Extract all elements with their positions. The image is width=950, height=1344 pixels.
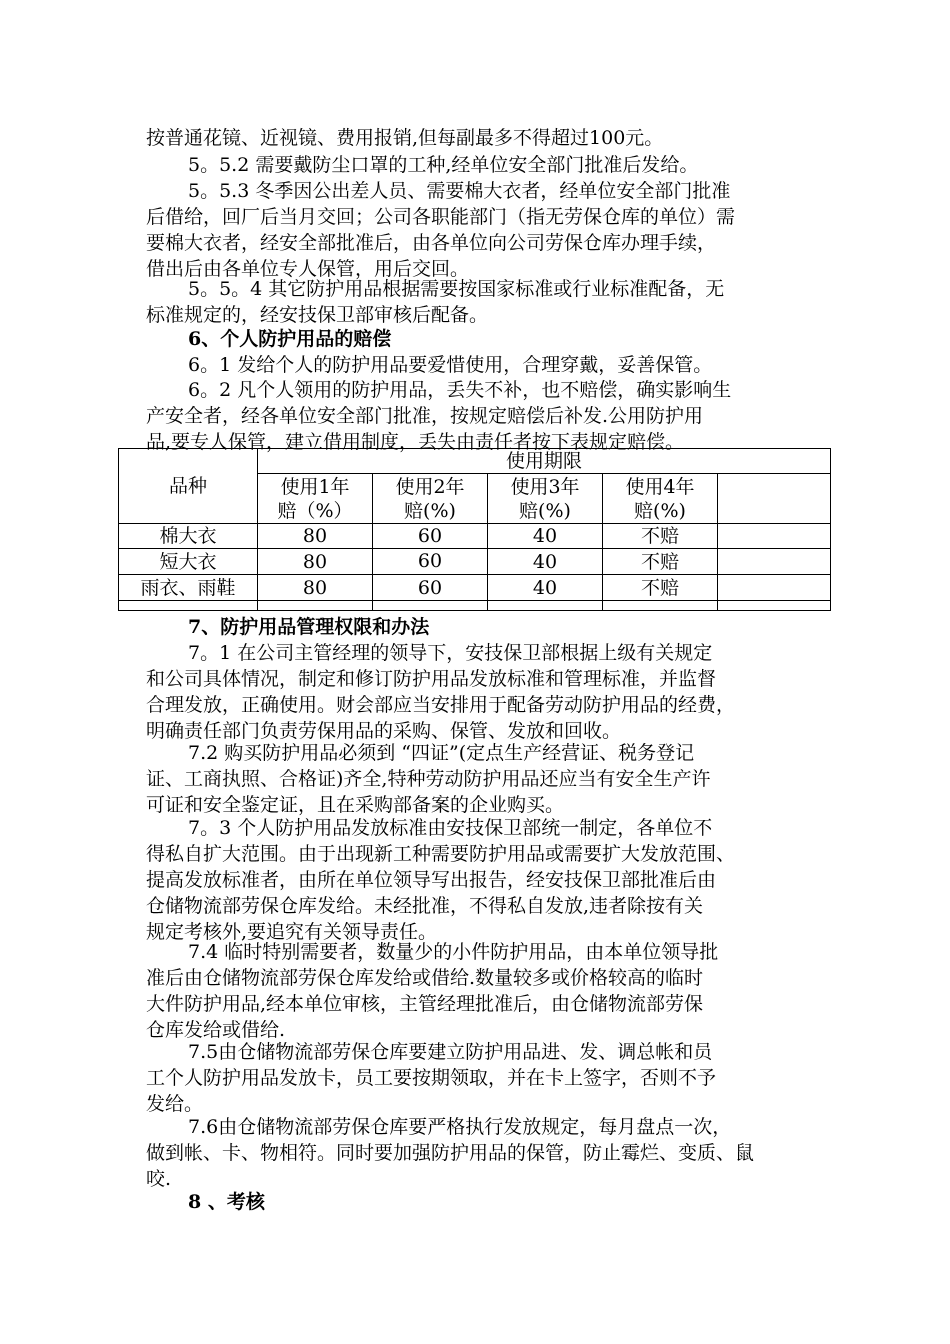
text-line: 仓储物流部劳保仓库发给。未经批准，不得私自发放,违者除按有关 <box>146 895 704 917</box>
paragraph-6-1: 6。1 发给个人的防护用品要爱惜使用，合理穿戴，妥善保管。 <box>188 354 713 376</box>
table-cell: 40 <box>488 575 603 601</box>
text-line: 发给。 <box>146 1093 204 1115</box>
text-line: 7.5由仓储物流部劳保仓库要建立防护用品进、发、调总帐和员 <box>188 1041 713 1063</box>
text-line: 规定考核外,要追究有关领导责任。 <box>146 921 438 943</box>
table-row-empty <box>119 601 831 611</box>
table-cell: 棉大衣 <box>119 524 258 549</box>
table-cell <box>373 549 488 575</box>
table-row <box>119 549 831 575</box>
paragraph-7-1 <box>146 640 816 744</box>
table-cell: 不赔 <box>603 524 718 549</box>
variety-header: 品种 <box>119 449 258 524</box>
text-line: 5。5.3 冬季因公出差人员、需要棉大衣者，经单位安全部门批准 <box>188 180 731 202</box>
compensation-table <box>118 448 831 611</box>
text-line: 明确责任部门负责劳保用品的采购、保管、发放和回收。 <box>146 720 622 742</box>
paragraph-5-5-2 <box>146 152 816 178</box>
paragraph-7-6 <box>146 1114 816 1192</box>
text-line: 大件防护用品,经本单位审核，主管经理批准后，由仓储物流部劳保 <box>146 993 704 1015</box>
text-line: 7。1 在公司主管经理的领导下，安技保卫部根据上级有关规定 <box>188 642 713 664</box>
column-header: 使用1年 赔（%） <box>258 474 373 524</box>
table-cell: 60 <box>373 575 488 601</box>
column-header: 使用4年 赔(%) <box>603 474 718 524</box>
text-line: 得私自扩大范围。由于出现新工种需要防护用品或需要扩大发放范围、 <box>146 843 736 865</box>
empty-cell <box>258 601 373 611</box>
text-line: 可证和安全鉴定证，且在采购部备案的企业购买。 <box>146 794 565 816</box>
table-cell-value: 60 <box>417 550 443 572</box>
table-cell: 不赔 <box>603 575 718 601</box>
text-line: 产安全者，经各单位安全部门批准，按规定赔偿后补发.公用防护用 <box>146 405 704 427</box>
table-cell: 80 <box>258 549 373 575</box>
text-line: 工个人防护用品发放卡，员工要按期领取，并在卡上签字，否则不予 <box>146 1067 717 1089</box>
text-line: 借出后由各单位专人保管，用后交回。 <box>146 258 470 280</box>
paragraph-7-3 <box>146 815 816 945</box>
column-header: 使用3年 赔(%) <box>488 474 603 524</box>
text-line: 按普通花镜、近视镜、费用报销,但每副最多不得超过100元。 <box>146 127 664 149</box>
paragraph-7-2 <box>146 740 816 818</box>
paragraph-7-5 <box>146 1039 816 1117</box>
paragraph-7-4 <box>146 939 816 1043</box>
table-cell: 不赔 <box>603 549 718 575</box>
table-row <box>119 575 831 601</box>
text-line: 合理发放，正确使用。财会部应当安排用于配备劳动防护用品的经费， <box>146 694 736 716</box>
paragraph-5-5-4 <box>146 276 816 328</box>
text-line: 咬. <box>146 1168 172 1190</box>
text-line: 7.2 购买防护用品必须到 “四证”(定点生产经营证、税务登记 <box>188 742 695 764</box>
empty-cell <box>718 549 831 575</box>
section-heading-8: 8 、考核 <box>188 1191 265 1213</box>
text-line: 5。5.2 需要戴防尘口罩的工种,经单位安全部门批准后发给。 <box>188 154 699 176</box>
empty-cell <box>718 474 831 524</box>
column-header: 使用2年 赔(%) <box>373 474 488 524</box>
text-line: 提高发放标准者，由所在单位领导写出报告，经安技保卫部批准后由 <box>146 869 717 891</box>
empty-cell <box>119 601 258 611</box>
empty-cell <box>718 575 831 601</box>
table-cell: 60 <box>373 524 488 549</box>
table-cell: 80 <box>258 524 373 549</box>
text-line: 标准规定的，经安技保卫部审核后配备。 <box>146 304 489 326</box>
table-cell: 40 <box>488 549 603 575</box>
text-line: 准后由仓储物流部劳保仓库发给或借给.数量较多或价格较高的临时 <box>146 967 704 989</box>
table-cell: 80 <box>258 575 373 601</box>
text-line: 和公司具体情况，制定和修订防护用品发放标准和管理标准，并监督 <box>146 668 717 690</box>
paragraph-5-5-3 <box>146 178 816 282</box>
text-line: 品,要专人保管，建立借用制度，丢失由责任者按下表规定赔偿。 <box>146 431 685 453</box>
text-line: 要棉大衣者，经安全部批准后，由各单位向公司劳保仓库办理手续， <box>146 232 717 254</box>
table-row <box>119 524 831 549</box>
text-line: 做到帐、卡、物相符。同时要加强防护用品的保管，防止霉烂、变质、鼠 <box>146 1142 755 1164</box>
text-line: 5。5。4 其它防护用品根据需要按国家标准或行业标准配备，无 <box>188 278 725 300</box>
paragraph-6-2 <box>146 377 816 455</box>
section-heading-7: 7、防护用品管理权限和办法 <box>188 616 430 638</box>
paragraph-5-5-1-tail <box>146 125 816 151</box>
text-line: 证、工商执照、合格证)齐全,特种劳动防护用品还应当有安全生产许 <box>146 768 711 790</box>
text-line: 7.4 临时特别需要者，数量少的小件防护用品，由本单位领导批 <box>188 941 719 963</box>
table-cell: 40 <box>488 524 603 549</box>
text-line: 仓库发给或借给. <box>146 1019 286 1041</box>
section-heading-6: 6、个人防护用品的赔偿 <box>188 328 392 350</box>
empty-cell <box>373 601 488 611</box>
table-cell: 雨衣、雨鞋 <box>119 575 258 601</box>
period-header: 使用期限 <box>258 449 831 474</box>
text-line: 6。2 凡个人领用的防护用品，丢失不补，也不赔偿，确实影响生 <box>188 379 732 401</box>
empty-cell <box>488 601 603 611</box>
empty-cell <box>718 524 831 549</box>
text-line: 7.6由仓储物流部劳保仓库要严格执行发放规定，每月盘点一次， <box>188 1116 732 1138</box>
empty-cell <box>718 601 831 611</box>
empty-cell <box>603 601 718 611</box>
table-cell: 短大衣 <box>119 549 258 575</box>
text-line: 后借给，回厂后当月交回；公司各职能部门（指无劳保仓库的单位）需 <box>146 206 736 228</box>
text-line: 7。3 个人防护用品发放标准由安技保卫部统一制定，各单位不 <box>188 817 713 839</box>
